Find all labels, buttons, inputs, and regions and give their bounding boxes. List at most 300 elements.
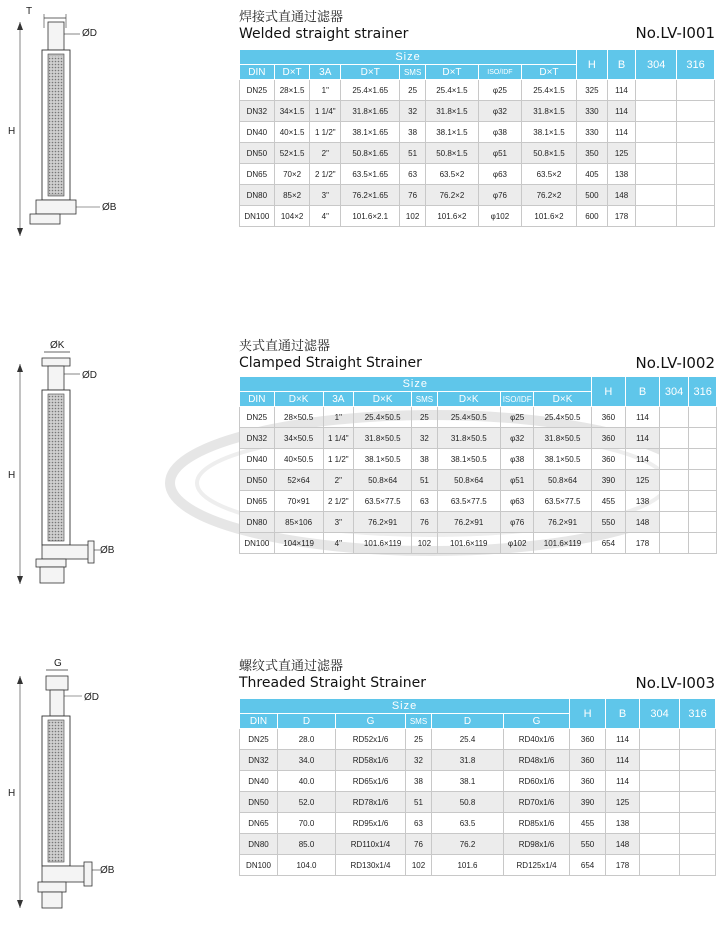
table-cell: RD52x1/6: [336, 729, 406, 750]
table-cell: 63.5×2: [521, 164, 576, 185]
col-din: DIN: [240, 392, 275, 407]
empty-cell: [689, 491, 717, 512]
section-title-en: Clamped Straight Strainer: [239, 355, 422, 371]
table-cell: DN25: [240, 80, 275, 101]
table-cell: 114: [606, 750, 640, 771]
table-cell: 31.8×1.65: [341, 101, 400, 122]
table-row: [240, 122, 715, 143]
col-d: D: [432, 714, 504, 729]
col-din: DIN: [240, 65, 275, 80]
col-h: H: [577, 50, 608, 80]
table-cell: 2": [323, 470, 354, 491]
empty-cell: [659, 428, 689, 449]
table-cell: DN50: [240, 470, 275, 491]
table-cell: 104×119: [274, 533, 323, 554]
empty-cell: [636, 80, 677, 101]
col-316: 316: [680, 699, 716, 729]
table-cell: DN40: [240, 771, 278, 792]
section-title-en: Threaded Straight Strainer: [239, 675, 427, 691]
table-cell: 28.0: [278, 729, 336, 750]
table-cell: 125: [606, 792, 640, 813]
empty-cell: [677, 101, 715, 122]
table-cell: RD130x1/4: [336, 855, 406, 876]
empty-cell: [680, 792, 716, 813]
table-cell: 63.5×2: [425, 164, 478, 185]
table-cell: φ25: [500, 407, 534, 428]
size-header: Size: [240, 377, 592, 392]
table-cell: 325: [577, 80, 608, 101]
table-row: [240, 729, 716, 750]
table-cell: 101.6: [432, 855, 504, 876]
table-cell: 40.0: [278, 771, 336, 792]
table-cell: 76.2×2: [521, 185, 576, 206]
empty-cell: [659, 491, 689, 512]
table-cell: 125: [626, 470, 660, 491]
table-cell: DN32: [240, 428, 275, 449]
table-cell: 25: [406, 729, 432, 750]
col-dxk: D×K: [354, 392, 412, 407]
model-number: No.LV-I001: [635, 24, 715, 42]
table-cell: 25: [412, 407, 437, 428]
table-cell: 76: [412, 512, 437, 533]
empty-cell: [677, 80, 715, 101]
table-cell: RD70x1/6: [504, 792, 570, 813]
table-row: [240, 792, 716, 813]
table-cell: 28×1.5: [274, 80, 310, 101]
table-body: [240, 729, 716, 876]
empty-cell: [659, 470, 689, 491]
table-cell: 1 1/2": [323, 449, 354, 470]
table-cell: φ32: [500, 428, 534, 449]
table-cell: DN100: [240, 206, 275, 227]
table-cell: φ51: [500, 470, 534, 491]
empty-cell: [636, 206, 677, 227]
table-cell: 114: [607, 101, 636, 122]
table-cell: 51: [406, 792, 432, 813]
table-cell: 148: [606, 834, 640, 855]
table-cell: 350: [577, 143, 608, 164]
table-cell: 31.8×50.5: [534, 428, 591, 449]
col-dxk: D×K: [534, 392, 591, 407]
table-cell: 50.8×1.5: [521, 143, 576, 164]
table-cell: 38.1: [432, 771, 504, 792]
empty-cell: [640, 729, 680, 750]
dim-label-top: T: [26, 6, 33, 17]
empty-cell: [677, 185, 715, 206]
dim-label-top: G: [54, 658, 62, 669]
table-cell: 102: [406, 855, 432, 876]
table-cell: 31.8: [432, 750, 504, 771]
table-cell: DN80: [240, 834, 278, 855]
empty-cell: [636, 185, 677, 206]
empty-cell: [689, 428, 717, 449]
table-row: [240, 750, 716, 771]
col-b: B: [607, 50, 636, 80]
table-cell: 85.0: [278, 834, 336, 855]
table-cell: 2": [310, 143, 341, 164]
table-cell: φ63: [500, 491, 534, 512]
table-cell: 125: [607, 143, 636, 164]
table-cell: DN25: [240, 407, 275, 428]
empty-cell: [636, 164, 677, 185]
table-cell: 500: [577, 185, 608, 206]
table-cell: DN100: [240, 855, 278, 876]
dim-label-h: H: [8, 470, 16, 481]
table-cell: 138: [606, 813, 640, 834]
table-row: [240, 533, 717, 554]
table-cell: 32: [406, 750, 432, 771]
empty-cell: [659, 449, 689, 470]
table-cell: RD48x1/6: [504, 750, 570, 771]
table-cell: 654: [570, 855, 606, 876]
col-iso-idf: ISO/IDF: [478, 65, 521, 80]
dim-label-top: ØK: [50, 340, 65, 351]
table-cell: φ25: [478, 80, 521, 101]
table-cell: DN65: [240, 491, 275, 512]
table-cell: 102: [412, 533, 437, 554]
table-cell: 114: [607, 80, 636, 101]
col-sms: SMS: [412, 392, 437, 407]
table-cell: 34.0: [278, 750, 336, 771]
table-cell: 390: [570, 792, 606, 813]
table-cell: 31.8×50.5: [437, 428, 500, 449]
col-316: 316: [689, 377, 717, 407]
empty-cell: [640, 771, 680, 792]
table-body: [240, 80, 715, 227]
table-cell: 114: [607, 122, 636, 143]
table-cell: RD98x1/6: [504, 834, 570, 855]
empty-cell: [677, 206, 715, 227]
size-header: Size: [240, 699, 570, 714]
table-row: [240, 771, 716, 792]
table-cell: 25.4×50.5: [437, 407, 500, 428]
col-304: 304: [659, 377, 689, 407]
empty-cell: [636, 101, 677, 122]
table-cell: 102: [400, 206, 426, 227]
table-body: [240, 407, 717, 554]
table-cell: φ51: [478, 143, 521, 164]
table-cell: RD85x1/6: [504, 813, 570, 834]
table-cell: 4": [310, 206, 341, 227]
table-row: [240, 164, 715, 185]
table-cell: 51: [400, 143, 426, 164]
col-h: H: [570, 699, 606, 729]
table-cell: 178: [607, 206, 636, 227]
table-cell: DN32: [240, 750, 278, 771]
table-cell: 138: [626, 491, 660, 512]
table-row: [240, 813, 716, 834]
section-title-zh: 夹式直通过滤器: [239, 339, 331, 354]
table-cell: 76: [400, 185, 426, 206]
table-row: [240, 428, 717, 449]
dim-label-b: ØB: [102, 202, 117, 213]
table-cell: 52×64: [274, 470, 323, 491]
table-cell: 63.5×77.5: [354, 491, 412, 512]
table-cell: 1 1/4": [310, 101, 341, 122]
table-cell: φ38: [500, 449, 534, 470]
table-row: [240, 855, 716, 876]
table-cell: 25.4×50.5: [534, 407, 591, 428]
dim-label-h: H: [8, 126, 16, 137]
col-dxt: D×T: [521, 65, 576, 80]
spec-table-threaded: [239, 698, 716, 876]
table-cell: 178: [626, 533, 660, 554]
table-cell: 50.8×1.5: [425, 143, 478, 164]
section-title-zh: 螺纹式直通过滤器: [239, 659, 344, 674]
table-cell: 25.4: [432, 729, 504, 750]
table-cell: 70.0: [278, 813, 336, 834]
col-304: 304: [640, 699, 680, 729]
table-row: [240, 449, 717, 470]
table-row: [240, 407, 717, 428]
table-cell: 360: [570, 750, 606, 771]
empty-cell: [640, 834, 680, 855]
table-cell: 31.8×1.5: [425, 101, 478, 122]
table-cell: RD60x1/6: [504, 771, 570, 792]
col-b: B: [626, 377, 660, 407]
table-cell: 40×50.5: [274, 449, 323, 470]
table-cell: RD65x1/6: [336, 771, 406, 792]
table-cell: RD110x1/4: [336, 834, 406, 855]
table-cell: 38.1×50.5: [354, 449, 412, 470]
table-cell: 148: [607, 185, 636, 206]
table-cell: 114: [606, 771, 640, 792]
table-cell: RD125x1/4: [504, 855, 570, 876]
table-cell: 50.8×1.65: [341, 143, 400, 164]
empty-cell: [689, 449, 717, 470]
table-cell: 330: [577, 101, 608, 122]
empty-cell: [640, 750, 680, 771]
table-cell: 32: [400, 101, 426, 122]
table-cell: 38.1×50.5: [534, 449, 591, 470]
table-cell: 63.5×77.5: [437, 491, 500, 512]
col-dxk: D×K: [274, 392, 323, 407]
table-cell: φ102: [478, 206, 521, 227]
col-3a: 3A: [323, 392, 354, 407]
table-cell: 360: [570, 771, 606, 792]
table-cell: 31.8×1.5: [521, 101, 576, 122]
table-cell: 34×1.5: [274, 101, 310, 122]
dim-label-d: ØD: [82, 28, 97, 39]
table-cell: 4": [323, 533, 354, 554]
col-b: B: [606, 699, 640, 729]
table-cell: DN40: [240, 122, 275, 143]
table-cell: φ76: [478, 185, 521, 206]
table-cell: 85×106: [274, 512, 323, 533]
welded-strainer-drawing: [0, 0, 130, 250]
table-cell: φ32: [478, 101, 521, 122]
empty-cell: [680, 771, 716, 792]
empty-cell: [677, 143, 715, 164]
col-g: G: [336, 714, 406, 729]
table-cell: 101.6×119: [437, 533, 500, 554]
dim-label-d: ØD: [82, 370, 97, 381]
table-cell: 390: [591, 470, 626, 491]
table-cell: 1 1/2": [310, 122, 341, 143]
col-din: DIN: [240, 714, 278, 729]
table-cell: 25.4×50.5: [354, 407, 412, 428]
table-cell: 38.1×1.5: [425, 122, 478, 143]
table-cell: 38: [406, 771, 432, 792]
table-cell: 31.8×50.5: [354, 428, 412, 449]
table-cell: 455: [570, 813, 606, 834]
table-cell: 38: [412, 449, 437, 470]
table-cell: DN80: [240, 512, 275, 533]
table-cell: 76.2×2: [425, 185, 478, 206]
table-cell: 50.8×64: [534, 470, 591, 491]
empty-cell: [689, 407, 717, 428]
table-cell: DN32: [240, 101, 275, 122]
dim-label-d: ØD: [84, 692, 99, 703]
table-cell: 52×1.5: [274, 143, 310, 164]
empty-cell: [636, 143, 677, 164]
table-cell: 101.6×119: [534, 533, 591, 554]
table-cell: 114: [626, 407, 660, 428]
empty-cell: [659, 512, 689, 533]
table-cell: 76: [406, 834, 432, 855]
table-row: [240, 80, 715, 101]
table-cell: 360: [591, 407, 626, 428]
table-row: [240, 143, 715, 164]
table-cell: 2 1/2": [323, 491, 354, 512]
table-cell: 360: [591, 428, 626, 449]
model-number: No.LV-I003: [635, 674, 715, 692]
table-cell: 138: [607, 164, 636, 185]
table-cell: 455: [591, 491, 626, 512]
col-d: D: [278, 714, 336, 729]
table-row: [240, 834, 716, 855]
table-cell: 25.4×1.5: [425, 80, 478, 101]
empty-cell: [677, 122, 715, 143]
table-cell: 178: [606, 855, 640, 876]
empty-cell: [689, 512, 717, 533]
table-cell: 25: [400, 80, 426, 101]
table-cell: 3": [310, 185, 341, 206]
table-cell: 63: [412, 491, 437, 512]
empty-cell: [640, 855, 680, 876]
col-iso-idf: ISO/IDF: [500, 392, 534, 407]
size-header: Size: [240, 50, 577, 65]
table-cell: DN80: [240, 185, 275, 206]
col-316: 316: [677, 50, 715, 80]
table-cell: 114: [626, 449, 660, 470]
table-cell: 40×1.5: [274, 122, 310, 143]
table-cell: DN25: [240, 729, 278, 750]
col-dxt: D×T: [425, 65, 478, 80]
table-cell: 550: [591, 512, 626, 533]
section-threaded: [0, 652, 727, 922]
table-cell: 3": [323, 512, 354, 533]
table-cell: 63.5×1.65: [341, 164, 400, 185]
empty-cell: [680, 855, 716, 876]
table-cell: 148: [626, 512, 660, 533]
section-title-zh: 焊接式直通过滤器: [239, 10, 344, 25]
empty-cell: [680, 729, 716, 750]
table-cell: 76.2×91: [534, 512, 591, 533]
table-cell: 63: [406, 813, 432, 834]
section-welded: [0, 0, 727, 280]
table-cell: 25.4×1.5: [521, 80, 576, 101]
table-cell: 2 1/2": [310, 164, 341, 185]
dim-label-b: ØB: [100, 545, 115, 556]
table-row: [240, 512, 717, 533]
table-cell: 50.8: [432, 792, 504, 813]
table-cell: 76.2×91: [437, 512, 500, 533]
table-cell: 32: [412, 428, 437, 449]
clamped-strainer-drawing: [0, 332, 130, 594]
table-cell: 1": [323, 407, 354, 428]
table-cell: DN50: [240, 792, 278, 813]
table-cell: 50.8×64: [354, 470, 412, 491]
table-cell: DN65: [240, 813, 278, 834]
table-cell: φ76: [500, 512, 534, 533]
table-cell: 101.6×2: [425, 206, 478, 227]
table-cell: 70×91: [274, 491, 323, 512]
col-304: 304: [636, 50, 677, 80]
col-dxk: D×K: [437, 392, 500, 407]
table-cell: 38.1×1.65: [341, 122, 400, 143]
table-cell: 1": [310, 80, 341, 101]
table-cell: 405: [577, 164, 608, 185]
table-cell: 330: [577, 122, 608, 143]
col-sms: SMS: [406, 714, 432, 729]
table-cell: RD95x1/6: [336, 813, 406, 834]
table-cell: DN40: [240, 449, 275, 470]
table-cell: DN65: [240, 164, 275, 185]
table-cell: 360: [570, 729, 606, 750]
table-cell: 104×2: [274, 206, 310, 227]
table-cell: 360: [591, 449, 626, 470]
empty-cell: [636, 122, 677, 143]
table-cell: DN50: [240, 143, 275, 164]
col-3a: 3A: [310, 65, 341, 80]
col-g: G: [504, 714, 570, 729]
empty-cell: [680, 750, 716, 771]
table-row: [240, 185, 715, 206]
table-cell: 51: [412, 470, 437, 491]
table-cell: RD78x1/6: [336, 792, 406, 813]
table-cell: 63: [400, 164, 426, 185]
table-cell: 38.1×1.5: [521, 122, 576, 143]
table-cell: 101.6×2: [521, 206, 576, 227]
table-cell: 76.2: [432, 834, 504, 855]
empty-cell: [680, 834, 716, 855]
table-cell: 1 1/4": [323, 428, 354, 449]
table-cell: 654: [591, 533, 626, 554]
spec-table-welded: [239, 49, 715, 227]
section-title-en: Welded straight strainer: [239, 26, 409, 42]
empty-cell: [659, 407, 689, 428]
table-cell: 28×50.5: [274, 407, 323, 428]
dim-label-b: ØB: [100, 865, 115, 876]
table-row: [240, 206, 715, 227]
empty-cell: [659, 533, 689, 554]
table-cell: 38: [400, 122, 426, 143]
table-cell: 38.1×50.5: [437, 449, 500, 470]
dim-label-h: H: [8, 788, 16, 799]
table-cell: RD40x1/6: [504, 729, 570, 750]
section-clamped: [0, 332, 727, 602]
empty-cell: [680, 813, 716, 834]
table-cell: RD58x1/6: [336, 750, 406, 771]
empty-cell: [640, 792, 680, 813]
threaded-strainer-drawing: [0, 652, 130, 920]
empty-cell: [689, 470, 717, 491]
table-cell: 52.0: [278, 792, 336, 813]
col-dxt: D×T: [274, 65, 310, 80]
table-cell: 34×50.5: [274, 428, 323, 449]
table-cell: 104.0: [278, 855, 336, 876]
